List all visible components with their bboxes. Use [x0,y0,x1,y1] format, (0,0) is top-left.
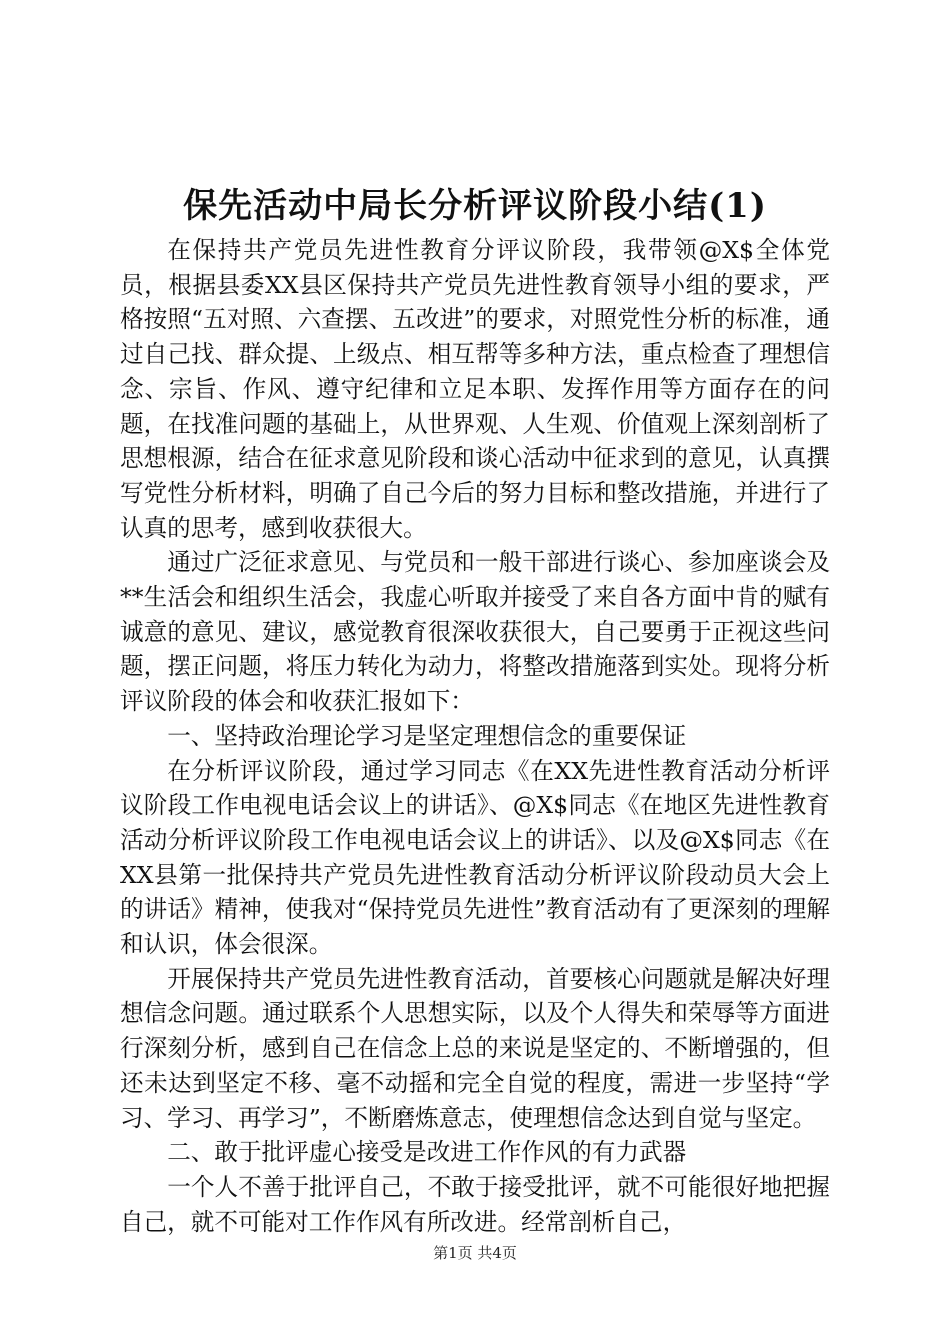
document-body [120,233,830,1239]
paragraph-belief: 开展保持共产党员先进性教育活动，首要核心问题就是解决好理想信念问题。通过联系个人思想实际，以及个人得失和荣辱等方面进行深刻分析，感到自己在信念上总的来说是坚定的、不断增强的，但还未达到坚定不移、毫不动摇和完全自觉的程度，需进一步坚持“学习、学习、再学习”，不断磨炼意志，使理想信念达到自觉与坚定。 [120,964,830,1132]
page-footer: 第1页 共4页 [433,1244,517,1262]
paragraph-study: 在分析评议阶段，通过学习同志《在XX先进性教育活动分析评议阶段工作电视电话会议上的讲话》、@X$同志《在地区先进性教育活动分析评议阶段工作电视电话会议上的讲话》、以及@X$同志《在XX县第一批保持共产党员先进性教育活动分析评议阶段动员大会上的讲话》精神，使我对“保持党员先进性”教育活动有了更深刻的理解和认识，体会很深。 [120,756,830,959]
document-title: 保先活动中局长分析评议阶段小结(1) [183,186,767,226]
section-heading-1: 一、坚持政治理论学习是坚定理想信念的重要保证 [167,721,687,750]
paragraph-feedback: 通过广泛征求意见、与党员和一般干部进行谈心、参加座谈会及**生活会和组织生活会，我虚心听取并接受了来自各方面中肯的赋有诚意的意见、建议，感觉教育很深收获很大，自己要勇于正视这些问题，摆正问题，将压力转化为动力，将整改措施落到实处。现将分析评议阶段的体会和收获汇报如下： [120,548,830,716]
section-heading-2: 二、敢于批评虚心接受是改进工作作风的有力武器 [167,1138,687,1167]
paragraph-criticism: 一个人不善于批评自己，不敢于接受批评，就不可能很好地把握自己，就不可能对工作作风有所改进。经常剖析自己， [120,1172,830,1236]
paragraph-intro: 在保持共产党员先进性教育分评议阶段，我带领@X$全体党员，根据县委XX县区保持共产党员先进性教育领导小组的要求，严格按照“五对照、六查摆、五改进”的要求，对照党性分析的标准，通过自己找、群众提、上级点、相互帮等多种方法，重点检查了理想信念、宗旨、作风、遵守纪律和立足本职、发挥作用等方面存在的问题，在找准问题的基础上，从世界观、人生观、价值观上深刻剖析了思想根源，结合在征求意见阶段和谈心活动中征求到的意见，认真撰写党性分析材料，明确了自己今后的努力目标和整改措施，并进行了认真的思考，感到收获很大。 [120,236,830,542]
